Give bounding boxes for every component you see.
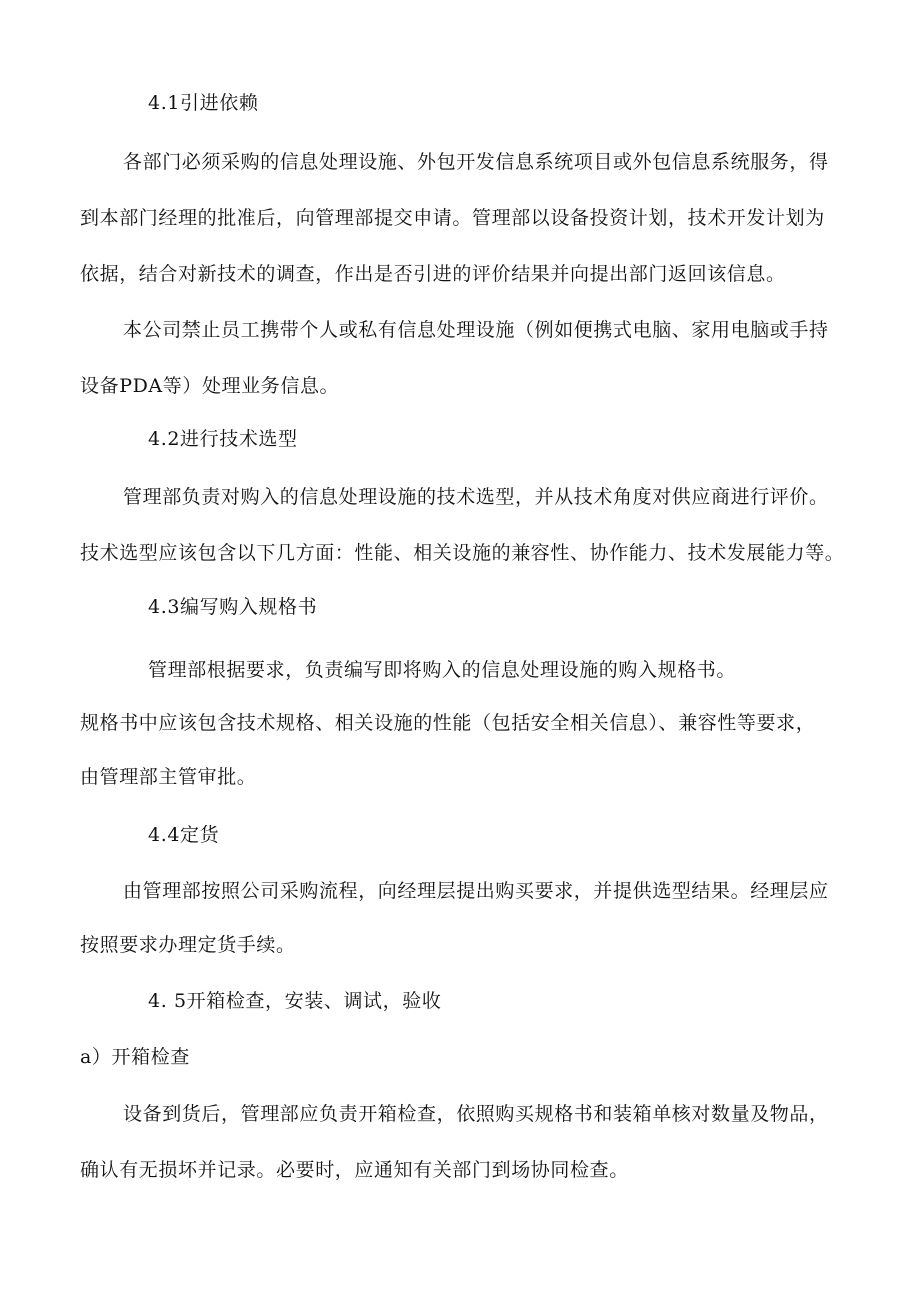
paragraph-line: 管理部根据要求，负责编写即将购入的信息处理设施的购入规格书。 bbox=[148, 659, 737, 681]
paragraph-line: 各部门必须采购的信息处理设施、外包开发信息系统项目或外包信息系统服务，得 bbox=[123, 151, 829, 173]
paragraph-line: 依据，结合对新技术的调查，作出是否引进的评价结果并向提出部门返回该信息。 bbox=[80, 263, 786, 285]
section-heading-4-4: 4.4定货 bbox=[148, 824, 220, 846]
paragraph-line: 到本部门经理的批准后，向管理部提交申请。管理部以设备投资计划，技术开发计划为 bbox=[80, 207, 825, 229]
section-heading-4-2: 4.2进行技术选型 bbox=[148, 428, 298, 450]
subheading-a: a）开箱检查 bbox=[80, 1046, 190, 1068]
paragraph-line: 技术选型应该包含以下几方面：性能、相关设施的兼容性、协作能力、技术发展能力等。 bbox=[80, 542, 845, 564]
paragraph-line: 本公司禁止员工携带个人或私有信息处理设施（例如便携式电脑、家用电脑或手持 bbox=[123, 319, 829, 341]
paragraph-line: 规格书中应该包含技术规格、相关设施的性能（包括安全相关信息）、兼容性等要求， bbox=[80, 712, 816, 734]
paragraph-line: 由管理部主管审批。 bbox=[80, 766, 257, 788]
paragraph-line: 按照要求办理定货手续。 bbox=[80, 934, 296, 956]
paragraph-line: 由管理部按照公司采购流程，向经理层提出购买要求，并提供选型结果。经理层应 bbox=[123, 880, 829, 902]
paragraph-line: 设备到货后，管理部应负责开箱检查，依照购买规格书和装箱单核对数量及物品， bbox=[123, 1103, 829, 1125]
section-heading-4-5: 4. 5开箱检查，安装、调试，验收 bbox=[148, 990, 442, 1012]
paragraph-line: 设备PDA等）处理业务信息。 bbox=[80, 375, 340, 397]
paragraph-line: 管理部负责对购入的信息处理设施的技术选型，并从技术角度对供应商进行评价。 bbox=[123, 486, 829, 508]
paragraph-line: 确认有无损坏并记录。必要时，应通知有关部门到场协同检查。 bbox=[80, 1159, 629, 1181]
section-heading-4-3: 4.3编写购入规格书 bbox=[148, 596, 318, 618]
section-heading-4-1: 4.1引进依赖 bbox=[148, 92, 259, 114]
